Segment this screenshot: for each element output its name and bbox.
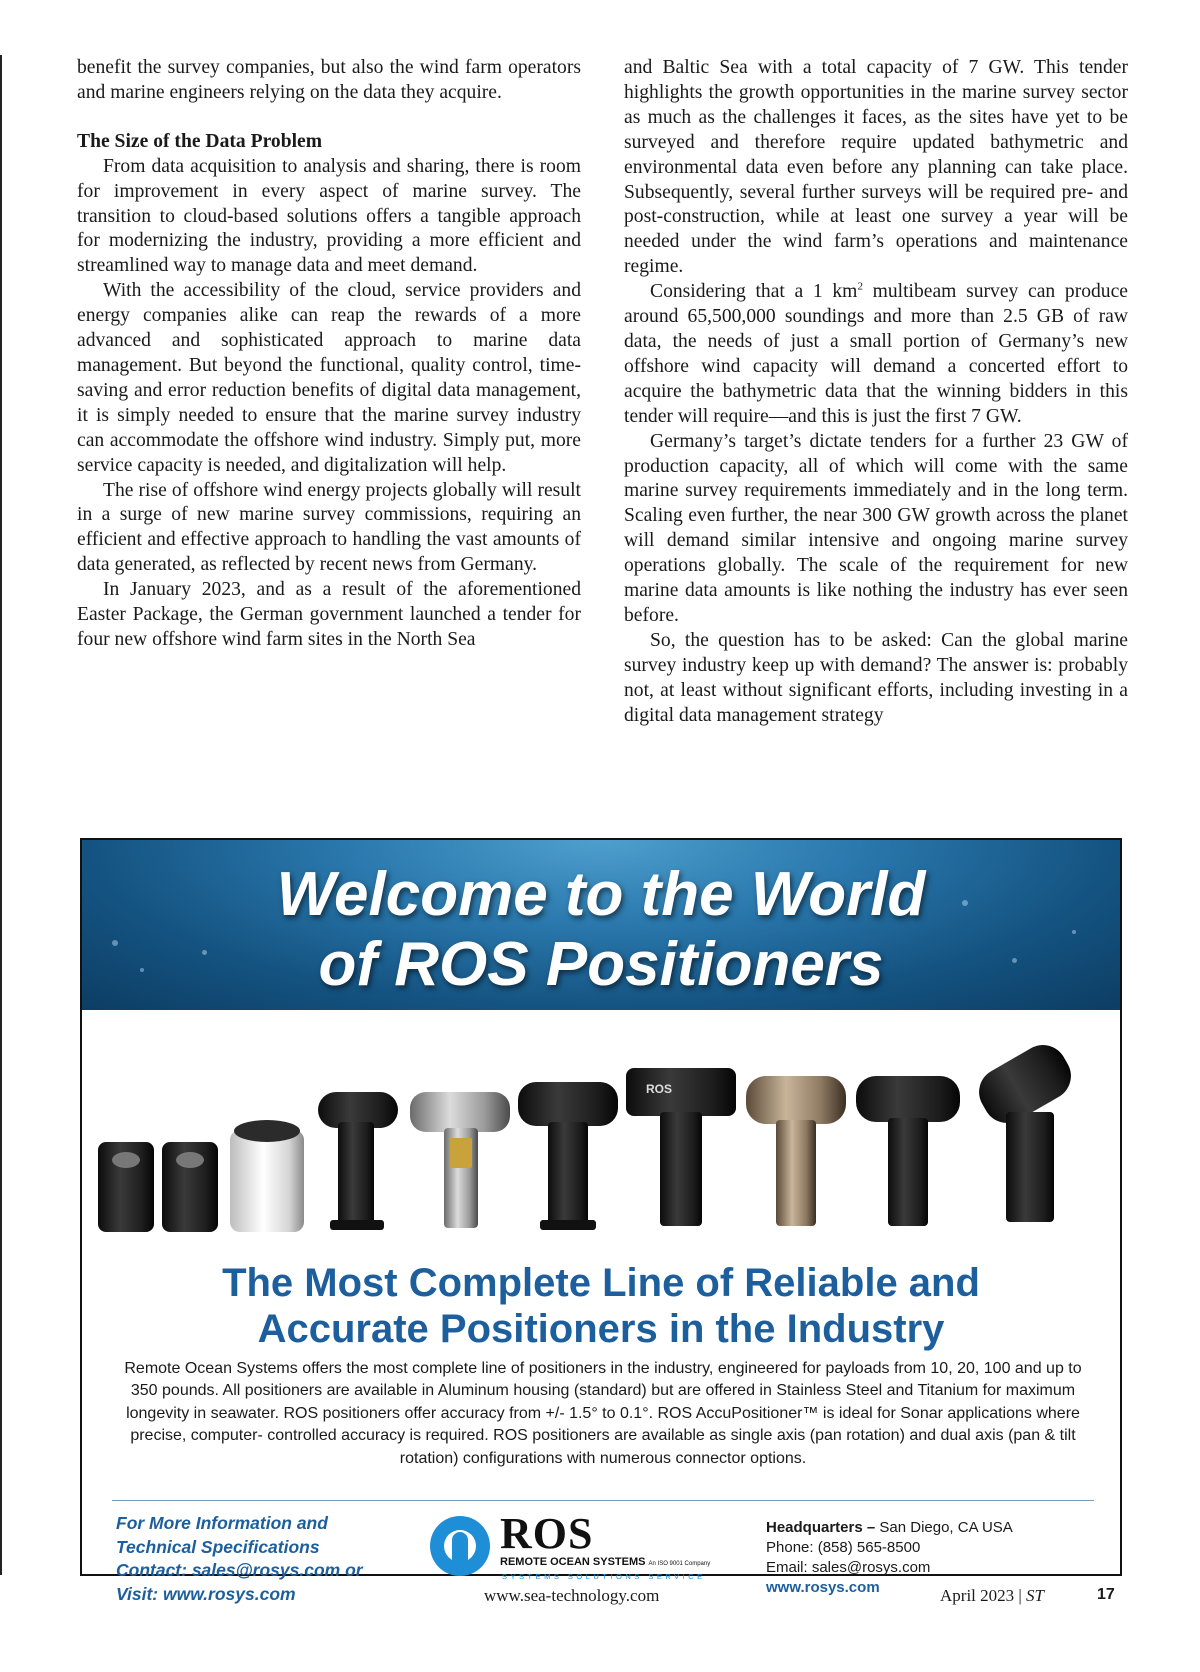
superscript: 2 — [857, 280, 863, 293]
positioner-image — [230, 1120, 304, 1232]
positioner-image — [410, 1092, 510, 1232]
ad-divider — [112, 1500, 1094, 1501]
ad-tagline — [82, 1260, 1120, 1352]
hq-email[interactable]: Email: sales@rosys.com — [766, 1559, 931, 1576]
positioner-image — [518, 1082, 618, 1232]
article-column-left — [77, 56, 581, 653]
logo-iso-note: An ISO 9001 Company — [648, 1561, 711, 1567]
paragraph-text: multibeam survey can produce around 65,500,000 soundings and more than 2.5 GB of raw data, the needs of just a small portion of Germany’s new offshore wind capacity will demand a concerted effort to acquire the bathymetric data that the winning bidders in this tender will require—and this is just the first 7 GW. — [624, 281, 1128, 427]
paragraph-intro: benefit the survey companies, but also the wind farm operators and marine engineers relying on the data they acquire. — [77, 57, 581, 103]
article-column-right — [624, 56, 1128, 728]
paragraph: In January 2023, and as a result of the aforementioned Easter Package, the German government launched a tender for four new offshore wind farm sites in the North Sea — [77, 579, 581, 650]
paragraph-text: Considering that a 1 km — [650, 281, 858, 303]
positioner-image — [626, 1068, 736, 1232]
contact-line: Technical Specifications — [116, 1536, 320, 1557]
hq-website-link[interactable]: www.rosys.com — [766, 1579, 880, 1596]
positioner-image — [98, 1142, 154, 1232]
footer-url[interactable]: www.sea-technology.com — [484, 1586, 660, 1605]
section-heading: The Size of the Data Problem — [77, 130, 323, 152]
ad-tagline-line: The Most Complete Line of Reliable and — [222, 1261, 980, 1305]
logo-tagline: SYSTEMS SOLUTIONS SERVICE — [502, 1572, 706, 1581]
paragraph: With the accessibility of the cloud, service providers and energy companies alike can reap the rewards of a more advanced and sophisticated approach to marine data management. But beyond the functional, quality control, time-saving and error reduction benefits of digital data management, it is simply needed to ensure that the marine survey industry can accommodate the offshore wind industry. Simply put, more service capacity is needed, and digitalization will help. — [77, 280, 581, 476]
paragraph — [624, 280, 1128, 429]
footer-journal: ST — [1026, 1586, 1045, 1605]
ros-logo-icon — [430, 1516, 490, 1576]
positioner-image — [162, 1142, 218, 1232]
positioner-image — [856, 1076, 960, 1232]
footer-issue — [940, 1586, 1044, 1606]
ad-body-text: Remote Ocean Systems offers the most complete line of positioners in the industry, engineered for payloads from 10, 20, 100 and up to 350 pounds. All positioners are available in Aluminum housing (standard) but are offered in Stainless Steel and Titanium for maximum longevity in seawater. ROS positioners offer accuracy from +/- 1.5° to 0.1°. ROS AccuPositioner™ is ideal for Sonar applications where precise, computer- controlled accuracy is required. ROS positioners are available as single axis (pan rotation) and dual axis (pan & tilt rotation) configurations with numerous connector options. — [124, 1360, 1082, 1467]
paragraph: Germany’s target’s dictate tenders for a further 23 GW of production capacity, all of which will come with the same marine survey requirements immediately and in the long term. Scaling even further, the near 300 GW growth across the planet will demand similar intensive and ongoing marine survey operations globally. The scale of the requirement for new marine data amounts is like nothing the industry has ever seen before. — [624, 430, 1128, 626]
ad-headline-line: Welcome to the World — [276, 860, 926, 929]
hq-line — [766, 1518, 1013, 1538]
positioner-image — [312, 1092, 402, 1232]
ros-logo — [430, 1509, 730, 1581]
hq-location: San Diego, CA USA — [875, 1519, 1013, 1536]
paragraph-continued: and Baltic Sea with a total capacity of 7 GW. This tender highlights the growth opportunities in the marine survey sector as much as the challenges it faces, as the sites have yet to be surveyed and therefore require updated bathymetric and environmental data even before any planning can take place. Subsequently, several further surveys will be required pre- and post-construction, while at least one survey a year will be needed under the wind farm’s operations and maintenance regime. — [624, 57, 1128, 278]
ad-banner — [82, 840, 1120, 1010]
hq-label: Headquarters – — [766, 1519, 876, 1536]
product-brand-label: ROS — [646, 1082, 673, 1096]
logo-wordmark: ROS — [500, 1509, 594, 1558]
contact-line: For More Information and — [116, 1513, 328, 1533]
paragraph: From data acquisition to analysis and sharing, there is room for improvement in every aspect of marine survey. The transition to cloud-based solutions offers a tangible approach for modernizing the industry, providing a more efficient and streamlined way to manage data and meet demand. — [77, 155, 581, 277]
paragraph: The rise of offshore wind energy projects globally will result in a surge of new marine survey commissions, requiring an efficient and effective approach to handling the vast amounts of data generated, as reflected by recent news from Germany. — [77, 479, 581, 576]
logo-company-name — [500, 1556, 710, 1568]
ad-headline-line: of ROS Positioners — [318, 930, 884, 999]
margin-rule — [0, 55, 2, 1575]
ad-tagline-line: Accurate Positioners in the Industry — [257, 1307, 945, 1351]
ad-headline — [82, 860, 1120, 1000]
positioner-image — [746, 1076, 846, 1232]
logo-company: REMOTE OCEAN SYSTEMS — [500, 1556, 646, 1568]
page-number: 17 — [1097, 1586, 1115, 1603]
footer-issue-date: April 2023 | — [940, 1586, 1027, 1605]
positioner-image — [970, 1056, 1080, 1232]
paragraph: So, the question has to be asked: Can the global marine survey industry keep up with demand? The answer is: probably not, at least without significant efforts, including investing in a digital data management strategy — [624, 629, 1128, 726]
product-lineup — [82, 1010, 1120, 1250]
contact-email-line[interactable]: Contact: sales@rosys.com or — [116, 1560, 363, 1580]
ad-contact-info — [116, 1512, 363, 1606]
contact-website-line[interactable]: Visit: www.rosys.com — [116, 1583, 296, 1604]
hq-phone: Phone: (858) 565-8500 — [766, 1539, 921, 1556]
